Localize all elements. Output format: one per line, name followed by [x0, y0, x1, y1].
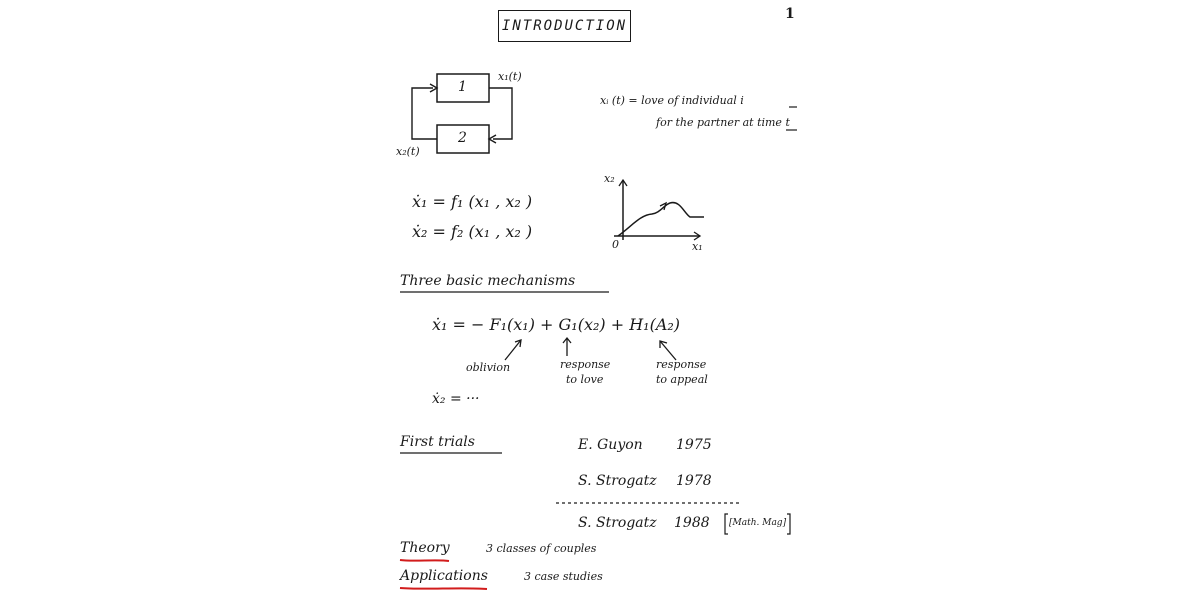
applications-text: 3 case studies	[524, 570, 603, 583]
plot-y-label: x₂	[604, 172, 615, 185]
page-title: INTRODUCTION	[498, 10, 631, 42]
definition-line-1: xᵢ (t) = love of individual i	[600, 94, 744, 107]
trial-author-2: S. Strogatz	[578, 473, 657, 489]
plot-origin-label: 0	[612, 238, 619, 251]
equation-2: ẋ₂ = f₂ (x₁ , x₂ )	[412, 222, 533, 241]
equation-1: ẋ₁ = f₁ (x₁ , x₂ )	[412, 192, 533, 211]
mechanisms-equation-2: ẋ₂ = ···	[432, 391, 480, 407]
applications-red-underline	[400, 588, 487, 589]
plot-trajectory	[618, 203, 704, 236]
box-2-label: 2	[458, 130, 467, 146]
label-response-appeal-2: to appeal	[656, 373, 708, 386]
x2-signal-label: x₂(t)	[396, 145, 420, 158]
label-response-love-1: response	[560, 358, 611, 371]
definition-line-2: for the partner at time t	[656, 116, 790, 129]
trial-year-1: 1975	[676, 437, 712, 453]
mechanisms-equation: ẋ₁ = − F₁(x₁) + G₁(x₂) + H₁(A₂)	[432, 315, 681, 334]
box-1-label: 1	[458, 79, 467, 95]
trial-year-2: 1978	[676, 473, 712, 489]
theory-text: 3 classes of couples	[486, 542, 597, 555]
mechanisms-heading: Three basic mechanisms	[400, 273, 576, 289]
label-response-appeal-1: response	[656, 358, 707, 371]
arrow-oblivion	[505, 340, 521, 360]
theory-label: Theory	[400, 540, 450, 556]
applications-label: Applications	[400, 568, 488, 584]
trial-reference-3: [Math. Mag]	[729, 518, 787, 528]
page-number: 1	[785, 6, 795, 22]
feedback-line-right	[489, 88, 512, 139]
label-response-love-2: to love	[566, 373, 604, 386]
x1-signal-label: x₁(t)	[498, 70, 522, 83]
theory-red-underline	[400, 560, 449, 561]
feedback-line-left	[412, 88, 437, 139]
trials-heading: First trials	[400, 434, 475, 450]
trial-year-3: 1988	[674, 515, 710, 531]
trial-author-3: S. Strogatz	[578, 515, 657, 531]
trial-author-1: E. Guyon	[578, 437, 643, 453]
label-oblivion: oblivion	[466, 361, 511, 374]
plot-x-label: x₁	[692, 240, 703, 253]
